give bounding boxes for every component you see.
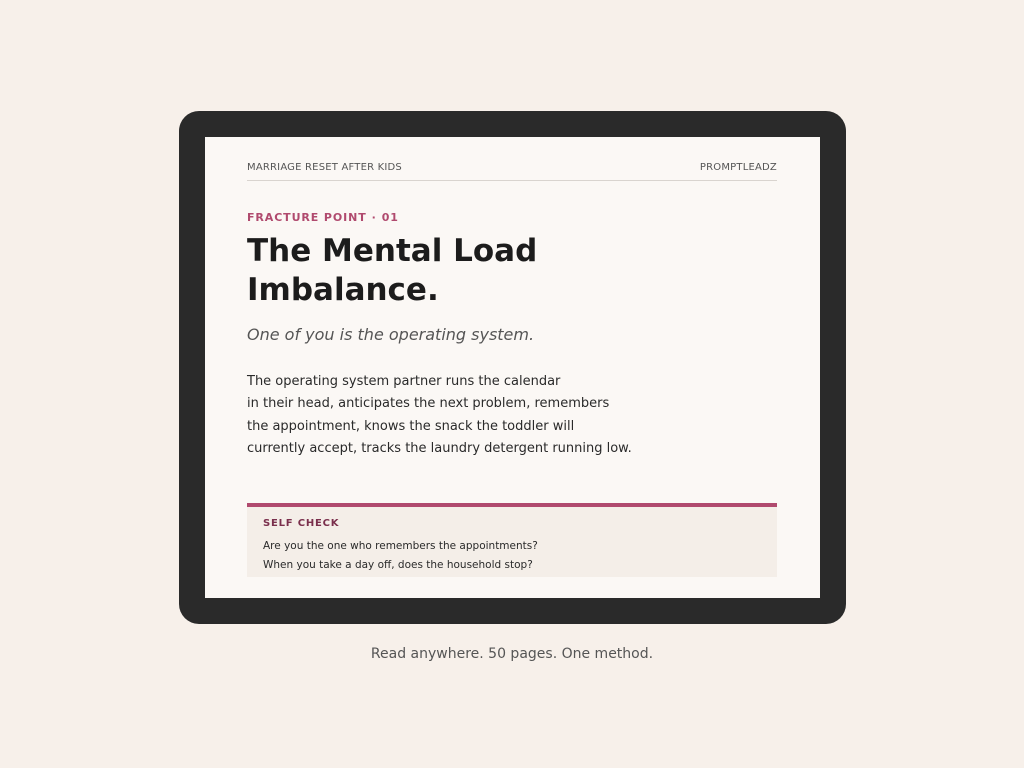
ereader-screen-page [205, 137, 820, 598]
self-check-callout [247, 503, 777, 577]
callout-question: When you take a day off, does the household stop? [263, 559, 533, 571]
page-title: The Mental Load Imbalance. [247, 233, 538, 308]
marketing-caption: Read anywhere. 50 pages. One method. [370, 646, 654, 662]
page-subtitle: One of you is the operating system. [247, 325, 535, 344]
section-kicker [247, 211, 399, 224]
publisher-running-head: PROMPTLEADZ [699, 162, 777, 173]
book-title-running-head: MARRIAGE RESET AFTER KIDS [247, 162, 402, 173]
ereader-device-frame [179, 111, 846, 624]
body-line: in their head, anticipates the next problem, remembers [247, 396, 610, 412]
callout-question: Are you the one who remembers the appointments? [263, 540, 538, 552]
kicker-separator: · [371, 211, 377, 224]
callout-label: SELF CHECK [263, 518, 340, 529]
body-line: currently accept, tracks the laundry detergent running low. [247, 440, 632, 456]
kicker-label: FRACTURE POINT [247, 211, 367, 224]
kicker-number: 01 [381, 211, 399, 224]
body-line: The operating system partner runs the calendar [247, 374, 561, 389]
body-paragraph [247, 371, 667, 460]
body-line: the appointment, knows the snack the toddler will [247, 418, 575, 434]
running-header [247, 162, 777, 181]
